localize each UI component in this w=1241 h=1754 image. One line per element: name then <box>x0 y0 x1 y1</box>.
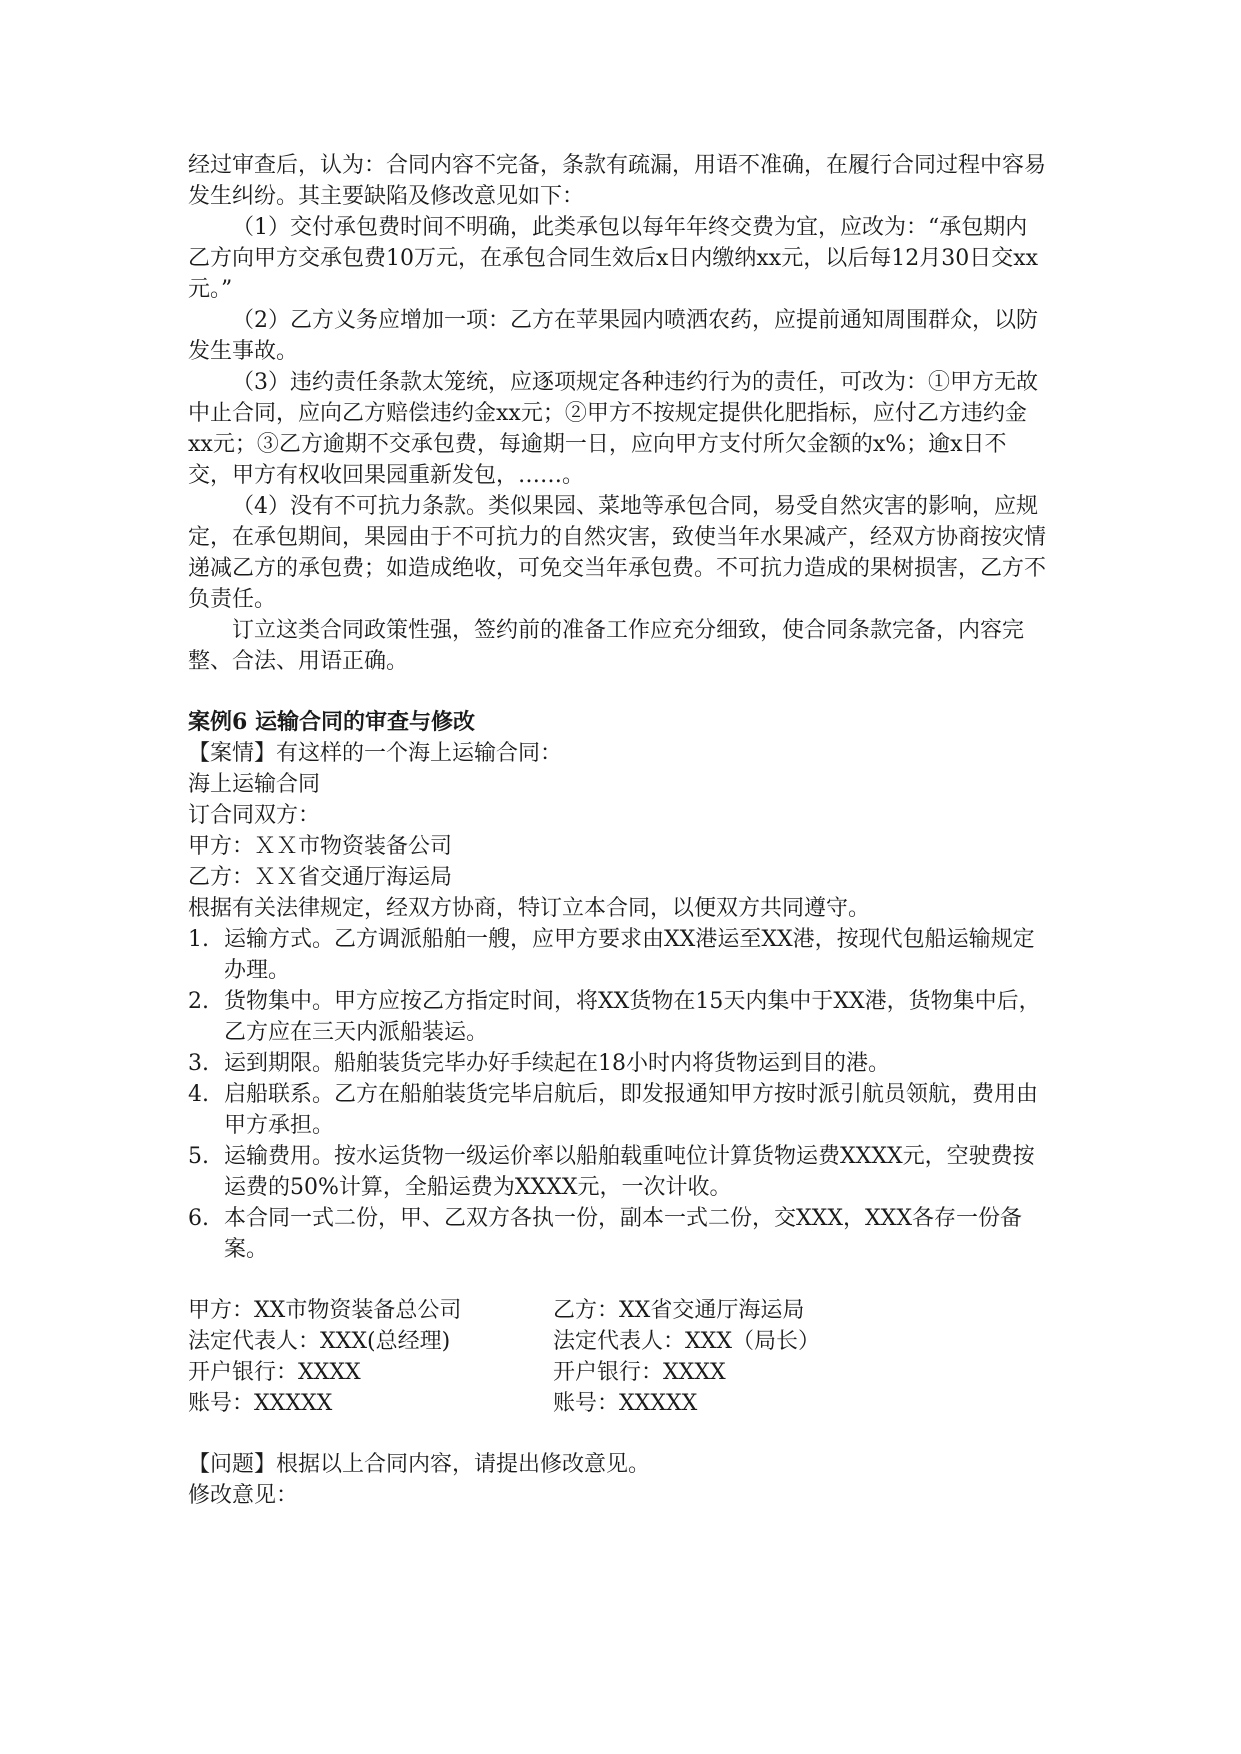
term-text: 运到期限。船舶装货完毕办好手续起在18小时内将货物运到目的港。 <box>224 1051 890 1076</box>
signature-row-party <box>188 1295 1048 1326</box>
contract-preamble: 根据有关法律规定，经双方协商，特订立本合同，以便双方共同遵守。 <box>188 896 871 921</box>
case-intro: 【案情】有这样的一个海上运输合同： <box>188 741 563 766</box>
contract-term <box>188 1079 1048 1141</box>
intro-paragraph: 经过审查后，认为：合同内容不完备，条款有疏漏，用语不准确，在履行合同过程中容易发生纠纷。其主要缺陷及修改意见如下： <box>188 153 1047 209</box>
account-b: 账号：XXXXX <box>553 1391 698 1416</box>
contract-term <box>188 1203 1048 1265</box>
case-heading: 案例6 运输合同的审查与修改 <box>188 709 475 735</box>
term-number: 4. <box>188 1082 209 1107</box>
question-text: 【问题】根据以上合同内容，请提出修改意见。 <box>188 1452 651 1477</box>
signature-row-bank <box>188 1357 1048 1388</box>
term-text: 运输方式。乙方调派船舶一艘，应甲方要求由XX港运至XX港，按现代包船运输规定办理。 <box>224 927 1035 983</box>
signature-row-representative <box>188 1326 1048 1357</box>
section-spacer <box>188 1419 1048 1449</box>
term-number: 1. <box>188 927 209 952</box>
bank-b: 开户银行：XXXX <box>553 1360 726 1385</box>
contract-title: 海上运输合同 <box>188 772 321 797</box>
contract-terms-list <box>188 924 1048 1265</box>
signature-party-a: 甲方：XX市物资装备总公司 <box>188 1298 462 1323</box>
issue-1-paragraph: （1）交付承包费时间不明确，此类承包以每年年终交费为宜，应改为：“承包期内乙方向甲方交承包费10万元，在承包合同生效后x日内缴纳xx元，以后每12月30日交xx元。” <box>188 215 1039 302</box>
issue-4-paragraph: （4）没有不可抗力条款。类似果园、菜地等承包合同，易受自然灾害的影响，应规定，在承包期间，果园由于不可抗力的自然灾害，致使当年水果减产，经双方协商按灾情递减乙方的承包费；如造成绝收，可免交当年承包费。不可抗力造成的果树损害，乙方不负责任。 <box>188 494 1047 612</box>
term-text: 运输费用。按水运货物一级运价率以船舶载重吨位计算货物运费XXXX元，空驶费按运费的50%计算，全船运费为XXXX元，一次计收。 <box>224 1144 1035 1200</box>
signature-row-account <box>188 1388 1048 1419</box>
signature-block <box>188 1295 1048 1419</box>
contract-term <box>188 986 1048 1048</box>
bank-a: 开户银行：XXXX <box>188 1360 361 1385</box>
party-b: 乙方：ＸＸ省交通厅海运局 <box>188 865 453 890</box>
contract-term <box>188 1048 1048 1079</box>
parties-label: 订合同双方： <box>188 803 321 828</box>
contract-term <box>188 1141 1048 1203</box>
term-text: 本合同一式二份，甲、乙双方各执一份，副本一式二份，交XXX，XXX各存一份备案。 <box>224 1206 1022 1262</box>
term-number: 2. <box>188 989 209 1014</box>
conclusion-paragraph: 订立这类合同政策性强，签约前的准备工作应充分细致，使合同条款完备，内容完整、合法、用语正确。 <box>188 618 1025 674</box>
document-body <box>188 150 1048 1511</box>
term-number: 6. <box>188 1206 209 1231</box>
representative-b: 法定代表人：XXX（局长） <box>553 1329 820 1354</box>
section-spacer <box>188 677 1048 707</box>
issue-3-paragraph: （3）违约责任条款太笼统，应逐项规定各种违约行为的责任，可改为：①甲方无故中止合同，应向乙方赔偿违约金xx元；②甲方不按规定提供化肥指标，应付乙方违约金xx元；③乙方逾期不交承包费，每逾期一日，应向甲方支付所欠金额的x%；逾x日不交，甲方有权收回果园重新发包，……。 <box>188 370 1038 488</box>
issue-2-paragraph: （2）乙方义务应增加一项：乙方在苹果园内喷洒农药，应提前通知周围群众，以防发生事故。 <box>188 308 1038 364</box>
section-spacer <box>188 1265 1048 1295</box>
term-number: 3. <box>188 1051 209 1076</box>
party-a: 甲方：ＸＸ市物资装备公司 <box>188 834 453 859</box>
term-text: 启船联系。乙方在船舶装货完毕启航后，即发报通知甲方按时派引航员领航，费用由甲方承担。 <box>224 1082 1039 1138</box>
term-number: 5. <box>188 1144 209 1169</box>
account-a: 账号：XXXXX <box>188 1391 333 1416</box>
term-text: 货物集中。甲方应按乙方指定时间，将XX货物在15天内集中于XX港，货物集中后，乙方应在三天内派船装运。 <box>224 989 1041 1045</box>
signature-party-b: 乙方：XX省交通厅海运局 <box>553 1298 805 1323</box>
answer-label: 修改意见： <box>188 1483 299 1508</box>
contract-term <box>188 924 1048 986</box>
representative-a: 法定代表人：XXX(总经理) <box>188 1329 451 1354</box>
